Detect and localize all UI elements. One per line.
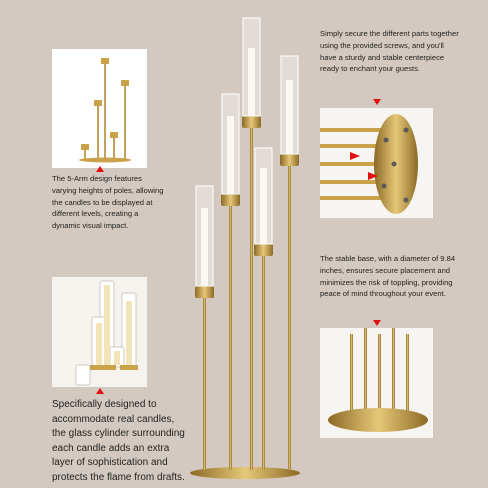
screws-pointer-arrow xyxy=(373,99,381,105)
candles-pointer-arrow xyxy=(96,388,104,394)
candles-caption: Specifically designed to accommodate real candles, the glass cylinder surrounding each candle adds an extra layer of sophistication and protects the flame from drafts. xyxy=(52,399,185,483)
screws-caption: Simply secure the different parts together using the provided screws, and you'll have a sturdy and stable centerpiece ready to enchant your guests. xyxy=(320,29,459,74)
stable-base-photo xyxy=(320,328,433,438)
design-caption: The 5-Arm design features varying heights of poles, allowing the candles to be displayed at different levels, creating a dynamic visual impact. xyxy=(52,174,164,231)
five-arm-design-panel xyxy=(52,49,147,168)
stable-base-panel xyxy=(320,328,433,438)
screws-base-photo xyxy=(320,108,433,218)
screw-assembly-panel xyxy=(320,108,433,218)
real-candles-panel xyxy=(52,277,147,387)
five-arm-candelabra-sketch xyxy=(52,49,147,168)
candelabra-product-image xyxy=(170,8,320,480)
candles-in-glass-photo xyxy=(52,277,147,387)
design-pointer-arrow xyxy=(96,166,104,172)
base-caption: The stable base, with a diameter of 9.84 inches, ensures secure placement and minimizes the risk of toppling, providing peace of mind throughout your event. xyxy=(320,254,456,299)
base-pointer-arrow xyxy=(373,320,381,326)
